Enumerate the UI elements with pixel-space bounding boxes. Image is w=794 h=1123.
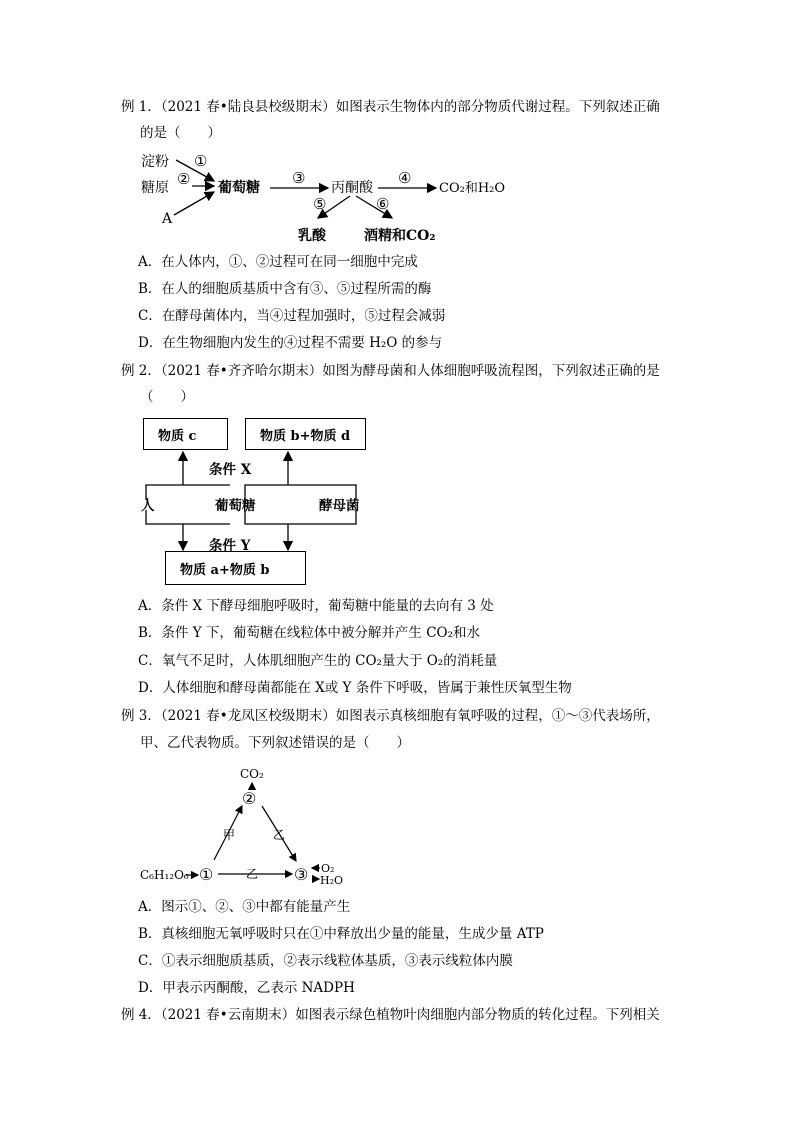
q3-site2-label: ② <box>242 789 257 808</box>
q3-stem-line1: 例 3．（2021 春•龙凤区校级期末）如图表示真核细胞有氧呼吸的过程，①～③代表场所， <box>121 708 660 724</box>
q2-stem-line2: （ ） <box>140 389 194 405</box>
q3-option-c: C．①表示细胞质基质，②表示线粒体基质，③表示线粒体内膜 <box>138 953 513 969</box>
q1-lactic-acid-label: 乳酸 <box>298 228 326 244</box>
q1-stem-line2: 的是（ ） <box>140 125 221 141</box>
q3-glucose-formula: C₆H₁₂O₆ <box>140 868 189 882</box>
q1-option-c: C．在酵母菌体内，当④过程加强时，⑤过程会减弱 <box>138 308 446 324</box>
q2-box-substance-ab: 物质 a+物质 b <box>165 551 306 585</box>
q3-yi-right-label: 乙 <box>273 828 286 842</box>
q3-option-b: B．真核细胞无氧呼吸时只在①中释放出少量的能量，生成少量 ATP <box>138 926 544 942</box>
q3-option-d: D．甲表示丙酮酸，乙表示 NADPH <box>138 980 355 996</box>
q3-option-a: A．图示①、②、③中都有能量产生 <box>138 899 351 915</box>
q2-box-substance-c: 物质 c <box>143 418 228 450</box>
q1-co2-h2o-label: CO₂和H₂O <box>439 181 506 196</box>
q1-alcohol-co2-label: 酒精和CO₂ <box>364 228 436 244</box>
q1-stem-line1: 例 1．（2021 春•陆良县校级期末）如图表示生物体内的部分物质代谢过程。下列叙述正确 <box>121 99 660 115</box>
q3-yi-bottom-label: 乙 <box>246 867 259 881</box>
q3-site1-label: ① <box>199 865 214 884</box>
q2-option-a: A．条件 X 下酵母细胞呼吸时，葡萄糖中能量的去向有 3 处 <box>138 598 494 614</box>
q4-stem-line1: 例 4．（2021 春•云南期末）如图表示绿色植物叶肉细胞内部分物质的转化过程。下列相关 <box>121 1007 660 1023</box>
q1-starch-label: 淀粉 <box>141 154 169 170</box>
q1-option-b: B．在人的细胞质基质中含有③、⑤过程所需的酶 <box>138 281 432 297</box>
q3-stem-line2: 甲、乙代表物质。下列叙述错误的是（ ） <box>140 735 410 751</box>
q1-step1-label: ① <box>194 152 208 170</box>
q2-stem-line1: 例 2．（2021 春•齐齐哈尔期末）如图为酵母菌和人体细胞呼吸流程图，下列叙述正确的是 <box>121 363 660 379</box>
q3-h2o-label: H₂O <box>320 874 344 887</box>
q1-step5-label: ⑤ <box>313 195 327 213</box>
q2-human-label: 人 <box>141 498 155 514</box>
q1-step6-label: ⑥ <box>376 195 390 213</box>
q2-yeast-label: 酵母菌 <box>319 498 360 514</box>
q1-option-d: D．在生物细胞内发生的④过程不需要 H₂O 的参与 <box>138 335 443 351</box>
q1-metabolism-diagram <box>130 148 530 248</box>
q2-condition-y-label: 条件 Y <box>209 538 251 554</box>
q2-option-d: D．人体细胞和酵母菌都能在 X或 Y 条件下呼吸，皆属于兼性厌氧型生物 <box>138 680 572 696</box>
q1-arrow-a <box>174 192 214 215</box>
q3-co2-label: CO₂ <box>240 767 264 781</box>
q1-pyruvate-label: 丙酮酸 <box>331 180 373 196</box>
q3-jia-label: 甲 <box>223 828 236 842</box>
q3-aerobic-respiration-diagram <box>130 758 370 893</box>
q1-step2-label: ② <box>177 170 191 188</box>
q1-step3-label: ③ <box>292 169 306 187</box>
q1-glycogen-label: 糖原 <box>141 180 169 196</box>
q2-option-c: C．氧气不足时，人体肌细胞产生的 CO₂量大于 O₂的消耗量 <box>138 653 498 669</box>
q2-box-substance-bd: 物质 b+物质 d <box>245 418 366 450</box>
q1-a-label: A <box>162 211 173 227</box>
q1-step4-label: ④ <box>398 169 412 187</box>
q3-site3-label: ③ <box>294 865 309 884</box>
q1-option-a: A．在人体内，①、②过程可在同一细胞中完成 <box>138 254 418 270</box>
q2-option-b: B．条件 Y 下，葡萄糖在线粒体中被分解并产生 CO₂和水 <box>138 625 481 641</box>
q2-condition-x-label: 条件 X <box>209 462 252 478</box>
q1-glucose-label: 葡萄糖 <box>218 180 260 196</box>
q2-glucose-label: 葡萄糖 <box>215 498 256 514</box>
q3-o2-label: O₂ <box>321 862 335 875</box>
